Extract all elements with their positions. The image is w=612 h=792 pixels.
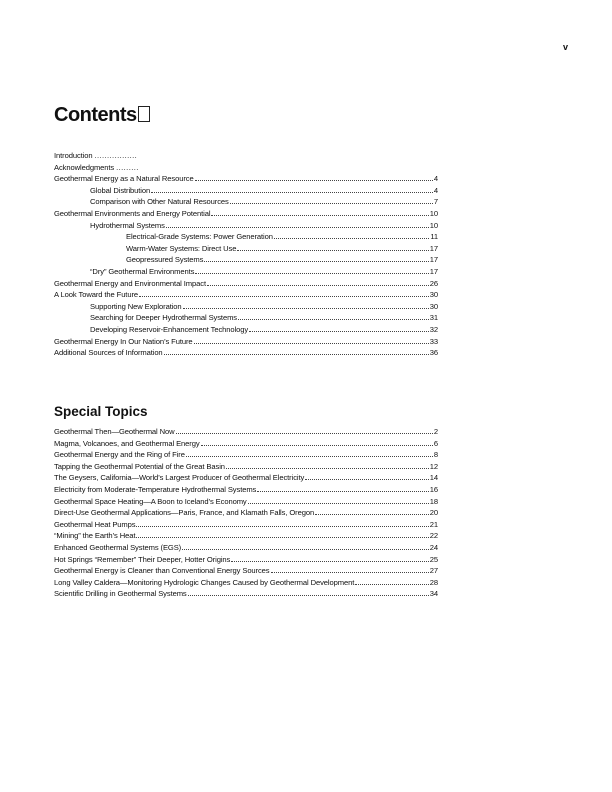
toc-entry[interactable] xyxy=(54,266,438,278)
entry-title: Warm-Water Systems: Direct Use xyxy=(126,243,237,253)
entry-page-number: 33 xyxy=(429,336,438,346)
dot-leader xyxy=(194,342,429,344)
dot-leader xyxy=(207,284,429,286)
dot-leader xyxy=(230,202,433,204)
dot-leader xyxy=(136,536,428,538)
dot-leader xyxy=(201,444,433,446)
entry-page-number: 14 xyxy=(429,473,438,483)
toc-entry[interactable] xyxy=(54,336,438,348)
special-topic-entry[interactable] xyxy=(54,588,438,600)
toc-entry[interactable] xyxy=(54,231,438,243)
entry-title: Magma, Volcanoes, and Geothermal Energy xyxy=(54,438,200,448)
special-topic-entry[interactable] xyxy=(54,449,438,461)
entry-page-number: 28 xyxy=(429,577,438,587)
special-topic-entry[interactable] xyxy=(54,472,438,484)
dot-leader: ................. xyxy=(94,151,138,160)
placeholder-box-icon xyxy=(138,106,150,122)
entry-page-number: 20 xyxy=(429,508,438,518)
entry-page-number: 18 xyxy=(429,496,438,506)
entry-page-number: 32 xyxy=(429,324,438,334)
entry-title: Tapping the Geothermal Potential of the Great Basin xyxy=(54,461,225,471)
dot-leader xyxy=(139,295,429,297)
special-topics-heading: Special Topics xyxy=(54,404,148,419)
entry-page-number: 10 xyxy=(429,208,438,218)
entry-title: Electrical-Grade Systems: Power Generation xyxy=(126,232,273,242)
entry-title: Searching for Deeper Hydrothermal Systems xyxy=(90,313,237,323)
dot-leader: ......... xyxy=(116,162,139,172)
dot-leader xyxy=(248,502,429,504)
entry-title: Geothermal Energy as a Natural Resource xyxy=(54,174,194,184)
toc-entry[interactable] xyxy=(54,324,438,336)
entry-title: Geopressured Systems xyxy=(126,255,204,265)
entry-page-number: 4 xyxy=(433,174,438,184)
entry-page-number: 17 xyxy=(429,255,438,265)
entry-title: “Dry” Geothermal Environments xyxy=(90,266,195,276)
entry-title: Direct-Use Geothermal Applications—Paris, France, and Klamath Falls, Oregon xyxy=(54,508,315,518)
entry-page-number: 17 xyxy=(429,243,438,253)
entry-title: Geothermal Energy and Environmental Impact xyxy=(54,278,206,288)
entry-page-number: 31 xyxy=(429,313,438,323)
dot-leader xyxy=(238,318,429,320)
dot-leader xyxy=(211,214,428,216)
special-topic-entry[interactable] xyxy=(54,438,438,450)
dot-leader xyxy=(274,237,429,239)
dot-leader xyxy=(257,490,429,492)
entry-title: Electricity from Moderate-Temperature Hydrothermal Systems xyxy=(54,484,257,494)
special-topic-entry[interactable] xyxy=(54,554,438,566)
entry-page-number: 27 xyxy=(429,566,438,576)
dot-leader xyxy=(183,307,429,309)
dot-leader xyxy=(164,353,429,355)
dot-leader xyxy=(186,455,433,457)
entry-title: “Mining” the Earth’s Heat xyxy=(54,531,136,541)
toc-entry[interactable] xyxy=(54,289,438,301)
entry-title: Scientific Drilling in Geothermal Systems xyxy=(54,589,187,599)
toc-entry[interactable] xyxy=(54,312,438,324)
entry-title: Introduction xyxy=(54,151,93,160)
contents-heading-text: Contents xyxy=(54,104,137,126)
dot-leader xyxy=(355,583,429,585)
special-topic-entry[interactable] xyxy=(54,519,438,531)
entry-page-number: 22 xyxy=(429,531,438,541)
dot-leader xyxy=(176,432,433,434)
entry-title: Geothermal Energy and the Ring of Fire xyxy=(54,450,185,460)
dot-leader xyxy=(315,513,429,515)
toc-entry[interactable] xyxy=(54,173,438,185)
dot-leader xyxy=(195,272,428,274)
entry-title: Geothermal Heat Pumps xyxy=(54,519,136,529)
entry-page-number: 36 xyxy=(429,348,438,358)
entry-page-number: 34 xyxy=(429,589,438,599)
toc-entry[interactable] xyxy=(54,301,438,313)
entry-page-number: 8 xyxy=(433,450,438,460)
table-of-contents xyxy=(54,150,438,359)
toc-entry[interactable] xyxy=(54,347,438,359)
entry-title: The Geysers, California—World’s Largest Producer of Geothermal Electricity xyxy=(54,473,305,483)
toc-entry[interactable] xyxy=(54,150,438,162)
dot-leader xyxy=(151,191,433,193)
entry-page-number: 30 xyxy=(429,290,438,300)
entry-page-number: 24 xyxy=(429,542,438,552)
entry-title: Geothermal Environments and Energy Potential xyxy=(54,208,211,218)
special-topic-entry[interactable] xyxy=(54,426,438,438)
dot-leader xyxy=(231,560,429,562)
entry-page-number: 2 xyxy=(433,427,438,436)
entry-title: Hot Springs “Remember” Their Deeper, Hotter Origins xyxy=(54,554,231,564)
entry-page-number: 26 xyxy=(429,278,438,288)
entry-page-number: 12 xyxy=(429,461,438,471)
toc-entry[interactable] xyxy=(54,162,438,174)
entry-title: Enhanced Geothermal Systems (EGS) xyxy=(54,542,182,552)
entry-title: Global Distribution xyxy=(90,185,151,195)
toc-entry[interactable] xyxy=(54,196,438,208)
dot-leader xyxy=(182,548,429,550)
entry-title: Geothermal Space Heating—A Boon to Iceland’s Economy xyxy=(54,496,247,506)
page-number: v xyxy=(563,42,569,52)
entry-page-number: 16 xyxy=(429,484,438,494)
special-topic-entry[interactable] xyxy=(54,507,438,519)
toc-entry[interactable] xyxy=(54,185,438,197)
entry-title: Hydrothermal Systems xyxy=(90,220,165,230)
entry-page-number: 30 xyxy=(429,301,438,311)
entry-title: Comparison with Other Natural Resources xyxy=(90,197,229,207)
toc-entry[interactable] xyxy=(54,254,438,266)
entry-page-number: 10 xyxy=(429,220,438,230)
toc-entry[interactable] xyxy=(54,243,438,255)
entry-title: Developing Reservoir-Enhancement Technology xyxy=(90,324,249,334)
special-topic-entry[interactable] xyxy=(54,565,438,577)
contents-heading xyxy=(54,104,150,127)
special-topics-list xyxy=(54,426,438,600)
special-topic-entry[interactable] xyxy=(54,461,438,473)
dot-leader xyxy=(136,525,428,527)
entry-page-number: 7 xyxy=(433,197,438,207)
dot-leader xyxy=(249,330,429,332)
entry-title: Additional Sources of Information xyxy=(54,348,163,358)
dot-leader xyxy=(271,571,429,573)
special-topic-entry[interactable] xyxy=(54,484,438,496)
toc-entry[interactable] xyxy=(54,278,438,290)
toc-entry[interactable] xyxy=(54,208,438,220)
dot-leader xyxy=(305,478,429,480)
entry-page-number: 25 xyxy=(429,554,438,564)
entry-page-number: 21 xyxy=(429,519,438,529)
special-topic-entry[interactable] xyxy=(54,577,438,589)
dot-leader xyxy=(204,260,428,262)
entry-page-number: 6 xyxy=(433,438,438,448)
entry-title: A Look Toward the Future xyxy=(54,290,138,300)
entry-title: Supporting New Exploration xyxy=(90,301,182,311)
special-topic-entry[interactable] xyxy=(54,530,438,542)
entry-title: Geothermal Energy In Our Nation’s Future xyxy=(54,336,193,346)
special-topic-entry[interactable] xyxy=(54,496,438,508)
entry-title: Geothermal Then—Geothermal Now xyxy=(54,427,175,436)
toc-entry[interactable] xyxy=(54,220,438,232)
entry-title: Geothermal Energy is Cleaner than Conventional Energy Sources xyxy=(54,566,270,576)
entry-page-number: 11 xyxy=(430,232,438,242)
entry-page-number: 4 xyxy=(433,185,438,195)
dot-leader xyxy=(188,594,429,596)
dot-leader xyxy=(226,467,429,469)
special-topic-entry[interactable] xyxy=(54,542,438,554)
entry-page-number: 17 xyxy=(429,266,438,276)
entry-title: Long Valley Caldera—Monitoring Hydrologic Changes Caused by Geothermal Development xyxy=(54,577,355,587)
entry-title: Acknowledgments xyxy=(54,162,115,172)
dot-leader xyxy=(166,226,429,228)
dot-leader xyxy=(195,179,433,181)
dot-leader xyxy=(237,249,428,251)
